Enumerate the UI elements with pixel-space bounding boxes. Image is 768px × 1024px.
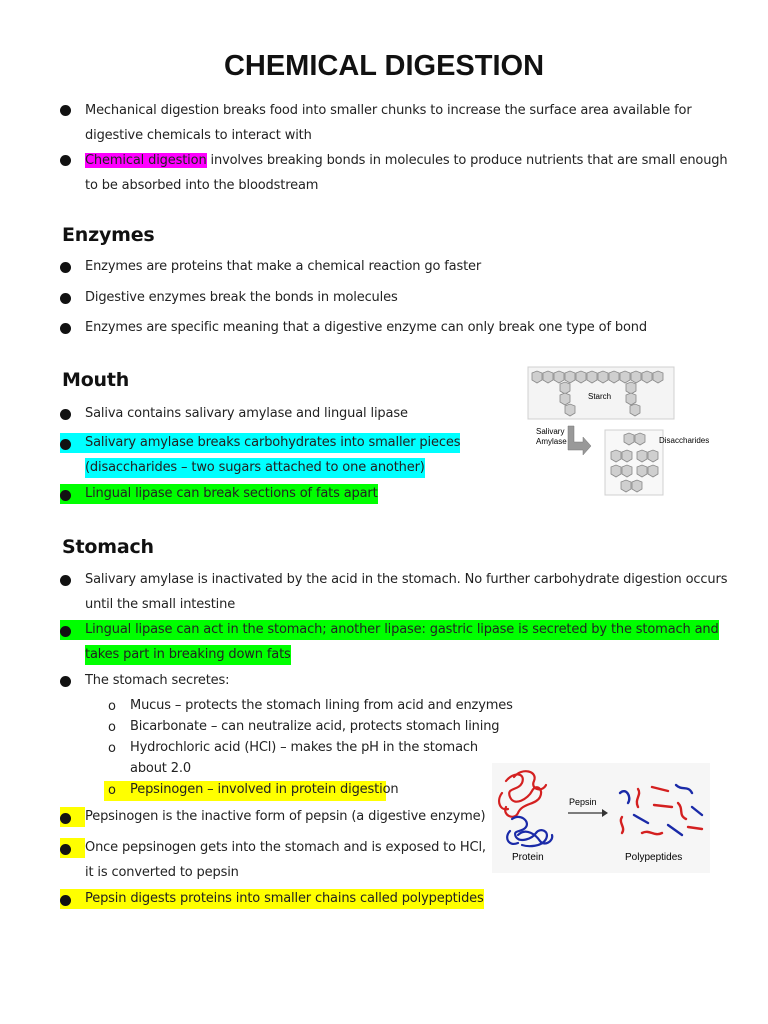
bullet-icon	[60, 626, 71, 637]
starch-digestion-figure	[525, 364, 710, 499]
stomach-bullet-4: Pepsinogen is the inactive form of pepsin (a digestive enzyme)	[85, 809, 486, 824]
intro-bullet-1-line-2: digestive chemicals to interact with	[85, 128, 312, 143]
stomach-bullet-2-line-1: Lingual lipase can act in the stomach; another lipase: gastric lipase is secreted by the stomach and	[85, 620, 719, 640]
disaccharides-label: Disaccharides	[659, 436, 710, 445]
enzymes-bullet-3: Enzymes are specific meaning that a digestive enzyme can only break one type of bond	[85, 320, 647, 335]
polypeptides-label: Polypeptides	[625, 852, 683, 863]
intro-bullet-2-line-2: to be absorbed into the bloodstream	[85, 178, 319, 193]
section-heading-stomach: Stomach	[62, 536, 154, 558]
protein-label: Protein	[512, 852, 544, 863]
stomach-sub-1: Mucus – protects the stomach lining from acid and enzymes	[130, 698, 513, 713]
sub-bullet-marker: o	[108, 741, 116, 756]
mouth-bullet-3: Lingual lipase can break sections of fats apart	[85, 484, 378, 504]
stomach-bullet-1-line-1: Salivary amylase is inactivated by the acid in the stomach. No further carbohydrate digestion occurs	[85, 572, 728, 587]
sub-bullet-marker: o	[108, 699, 116, 714]
bullet-icon	[60, 575, 71, 586]
bullet-icon	[60, 105, 71, 116]
bullet-icon	[60, 155, 71, 166]
enzyme-label-line-2: Amylase	[536, 437, 567, 446]
stomach-bullet-3: The stomach secretes:	[85, 673, 230, 688]
section-heading-mouth: Mouth	[62, 369, 130, 391]
stomach-bullet-5-line-1: Once pepsinogen gets into the stomach and is exposed to HCl,	[85, 840, 486, 855]
stomach-bullet-2-line-2: takes part in breaking down fats	[85, 645, 291, 665]
intro-bullet-2-line-1	[85, 153, 728, 169]
enzyme-label-line-1: Salivary	[536, 427, 565, 436]
enzymes-bullet-1: Enzymes are proteins that make a chemical reaction go faster	[85, 259, 482, 274]
bullet-icon	[60, 490, 71, 501]
stomach-sub-4: Pepsinogen – involved in protein digestion	[130, 782, 399, 797]
bullet-icon	[60, 439, 71, 450]
bullet-icon	[60, 409, 71, 420]
pepsin-label: Pepsin	[569, 797, 597, 807]
stomach-bullet-5-line-2: it is converted to pepsin	[85, 865, 239, 880]
stomach-sub-3-line-2: about 2.0	[130, 761, 191, 776]
curved-arrow-icon	[568, 426, 591, 455]
bullet-icon	[60, 844, 71, 855]
stomach-sub-2: Bicarbonate – can neutralize acid, protects stomach lining	[130, 719, 500, 734]
protein-digestion-figure	[492, 763, 710, 873]
enzymes-bullet-2: Digestive enzymes break the bonds in molecules	[85, 290, 398, 305]
starch-label: Starch	[588, 392, 612, 401]
sub-bullet-marker: o	[108, 783, 116, 798]
bullet-icon	[60, 813, 71, 824]
sub-bullet-marker: o	[108, 720, 116, 735]
stomach-bullet-6: Pepsin digests proteins into smaller chains called polypeptides	[85, 889, 484, 909]
stomach-bullet-1-line-2: until the small intestine	[85, 597, 236, 612]
bullet-icon	[60, 323, 71, 334]
intro-bullet-2-rest: involves breaking bonds in molecules to produce nutrients that are small enough	[206, 153, 728, 168]
mouth-bullet-2-line-2: (disaccharides – two sugars attached to one another)	[85, 458, 425, 478]
highlight-chemical-digestion: Chemical digestion	[85, 153, 207, 168]
bullet-icon	[60, 293, 71, 304]
bullet-icon	[60, 262, 71, 273]
bullet-icon	[60, 676, 71, 687]
mouth-bullet-2-line-1: Salivary amylase breaks carbohydrates into smaller pieces	[85, 433, 460, 453]
intro-bullet-1-line-1: Mechanical digestion breaks food into smaller chunks to increase the surface area available for	[85, 103, 692, 118]
bullet-icon	[60, 895, 71, 906]
page-title: CHEMICAL DIGESTION	[223, 50, 545, 82]
section-heading-enzymes: Enzymes	[62, 224, 155, 246]
stomach-sub-3-line-1: Hydrochloric acid (HCl) – makes the pH in the stomach	[130, 740, 478, 755]
mouth-bullet-1: Saliva contains salivary amylase and lingual lipase	[85, 406, 408, 421]
